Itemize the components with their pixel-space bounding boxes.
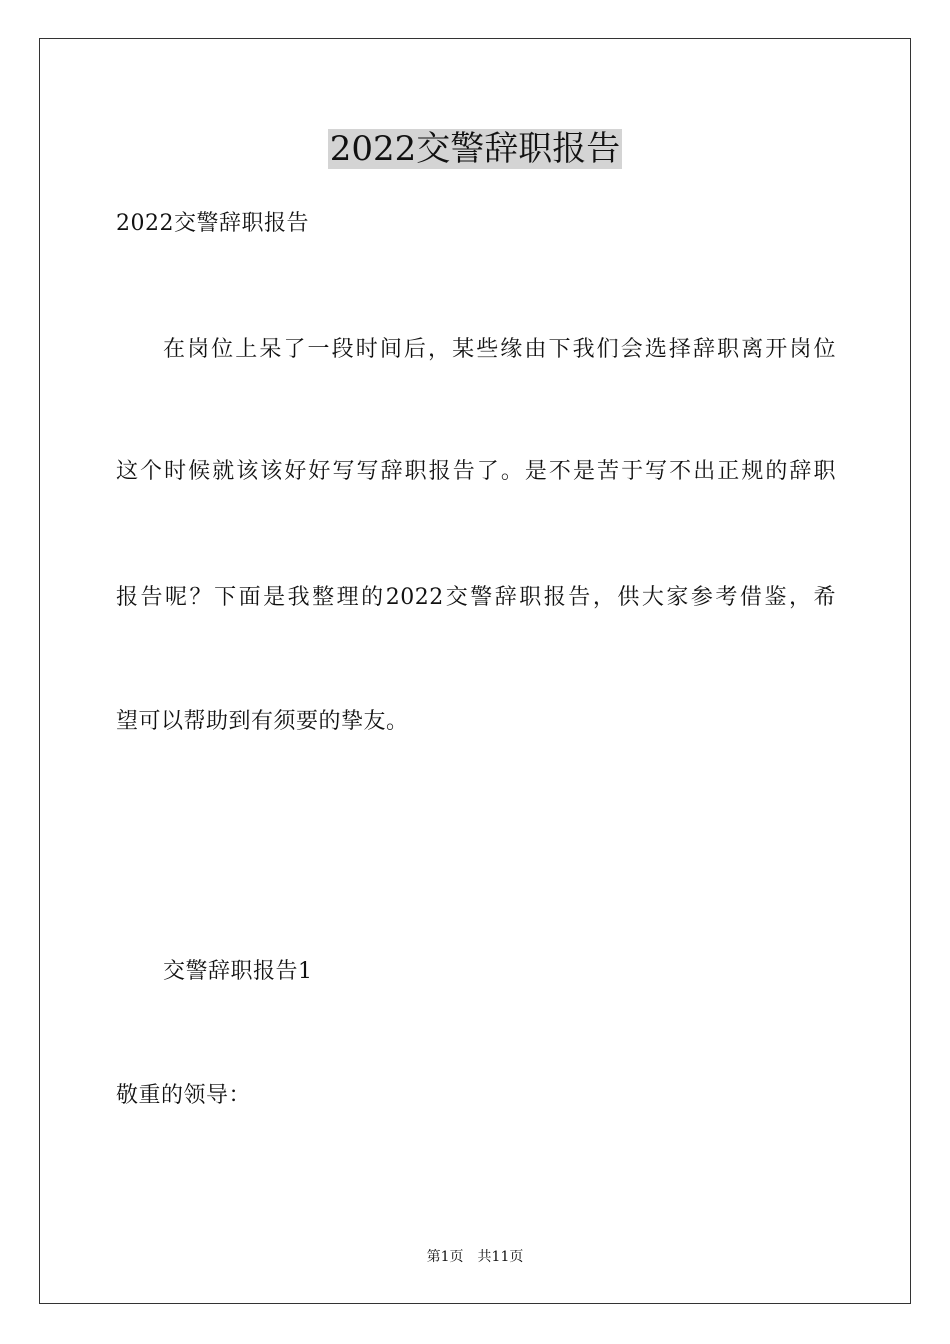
- page-number: 第1页 共11页: [426, 1249, 524, 1265]
- intro-line-2: 这个时候就该该好好写写辞职报告了。是不是苦于写不出正规的辞职: [116, 459, 836, 484]
- salutation: 敬重的领导：: [116, 1083, 252, 1108]
- section-heading: 交警辞职报告1: [163, 959, 313, 984]
- document-subtitle: 2022交警辞职报告: [116, 211, 309, 236]
- intro-line-1: 在岗位上呆了一段时间后，某些缘由下我们会选择辞职离开岗位: [163, 337, 836, 362]
- intro-line-4: 望可以帮助到有须要的挚友。: [116, 709, 409, 734]
- intro-line-3: 报告呢？下面是我整理的2022交警辞职报告，供大家参考借鉴，希: [116, 585, 836, 610]
- document-title: [0, 128, 950, 170]
- document-title-text: 2022交警辞职报告: [329, 129, 621, 169]
